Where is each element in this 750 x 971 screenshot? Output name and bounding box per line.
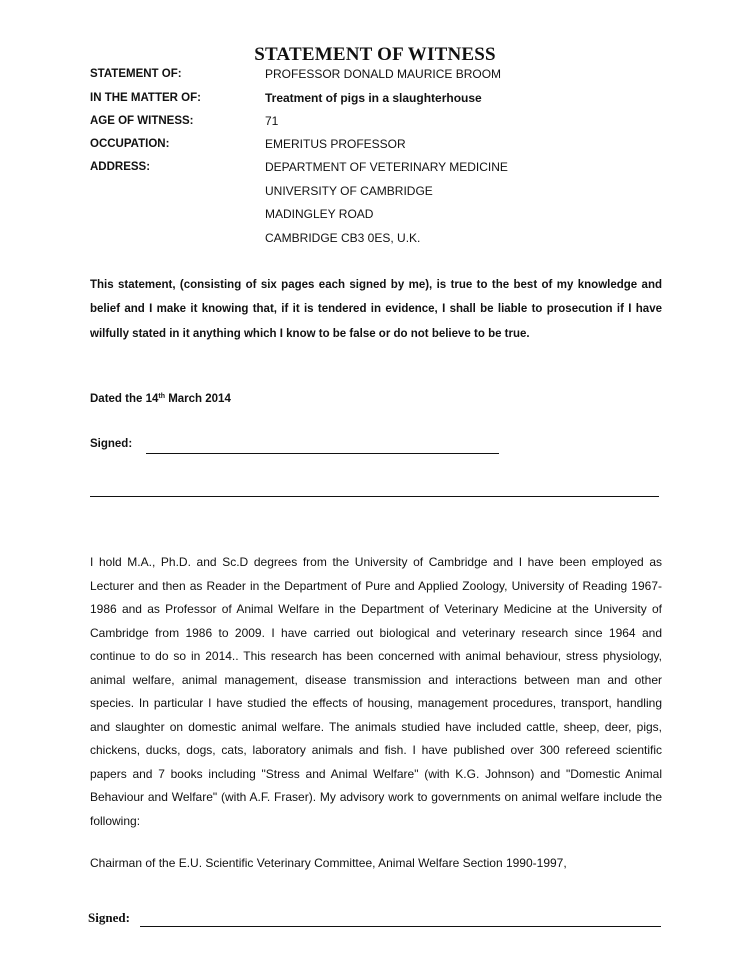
body-paragraph: I hold M.A., Ph.D. and Sc.D degrees from the University of Cambridge and I have been employed as Lecturer and then as Reader in the Department of Pure and Applied Zoology, University of Reading 1967-1986 and as Professor of Animal Welfare in the Department of Veterinary Medicine at the University of Cambridge from 1986 to 2009. I have carried out biological and veterinary research since 1964 and continue to do so in 2014.. This research has been concerned with animal behaviour, stress physiology, animal welfare, animal management, disease transmission and interactions between man and other species. In particular I have studied the effects of housing, management procedures, transport, handling and slaughter on domestic animal welfare. The animals studied have included cattle, sheep, deer, pigs, chickens, ducks, dogs, cats, laboratory animals and fish. I have published over 300 refereed scientific papers and 7 books including "Stress and Animal Welfare" (with K.G. Johnson) and "Domestic Animal Behaviour and Welfare" (with A.F. Fraser). My advisory work to governments on animal welfare include the following:	[90, 555, 662, 828]
declaration-paragraph: This statement, (consisting of six pages each signed by me), is true to the best of my knowledge and belief and I make it knowing that, if it is tendered in evidence, I shall be liable to prosecution if I have wilfully stated in it anything which I know to be false or do not believe to be true.	[90, 279, 662, 340]
address-line: UNIVERSITY OF CAMBRIDGE	[265, 184, 433, 198]
address-line: CAMBRIDGE CB3 0ES, U.K.	[265, 231, 421, 245]
footer-signed-label: Signed:	[88, 910, 130, 925]
field-label-in-the-matter-of: IN THE MATTER OF:	[90, 92, 201, 104]
dated-line	[90, 393, 231, 405]
signature-line	[146, 453, 499, 454]
dated-prefix: Dated the 14	[90, 393, 159, 405]
field-label-age-of-witness: AGE OF WITNESS:	[90, 115, 194, 127]
dated-superscript: th	[158, 393, 165, 400]
signed-label: Signed:	[90, 438, 133, 450]
footer-signature-line	[140, 926, 661, 927]
address-line: MADINGLEY ROAD	[265, 207, 374, 221]
horizontal-rule	[90, 496, 659, 497]
field-label-address: ADDRESS:	[90, 161, 151, 173]
field-label-statement-of: STATEMENT OF:	[90, 68, 182, 80]
field-value-occupation: EMERITUS PROFESSOR	[265, 137, 406, 151]
dated-suffix: March 2014	[165, 393, 231, 405]
field-label-occupation: OCCUPATION:	[90, 138, 170, 150]
document-title: STATEMENT OF WITNESS	[254, 44, 496, 65]
field-value-in-the-matter-of: Treatment of pigs in a slaughterhouse	[265, 91, 482, 105]
field-value-statement-of: PROFESSOR DONALD MAURICE BROOM	[265, 67, 502, 81]
field-value-address: DEPARTMENT OF VETERINARY MEDICINE	[265, 160, 508, 174]
body-last-line: Chairman of the E.U. Scientific Veterinary Committee, Animal Welfare Section 1990-1997,	[90, 856, 567, 870]
field-value-age-of-witness: 71	[265, 114, 279, 128]
